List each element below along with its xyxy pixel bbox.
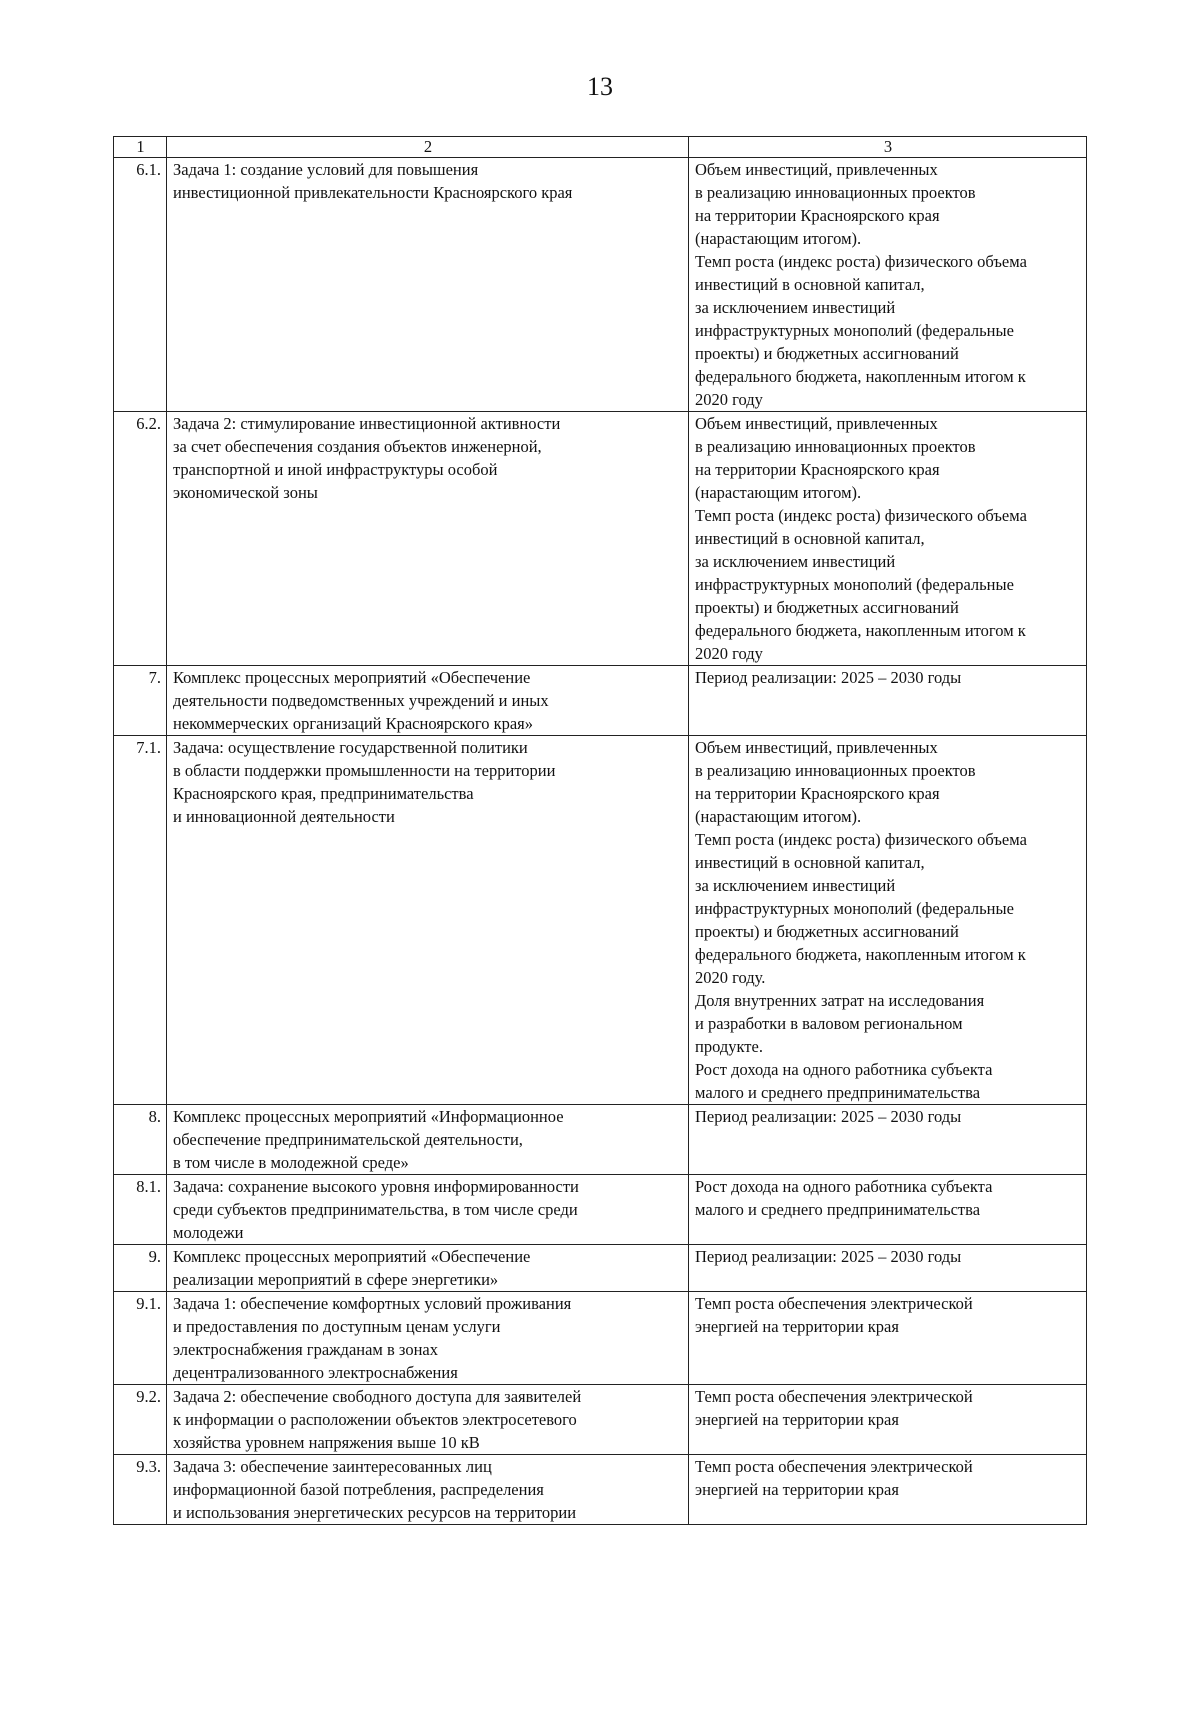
row-number: 8. bbox=[114, 1105, 167, 1175]
task-cell bbox=[167, 1292, 689, 1385]
table-row bbox=[114, 1292, 1087, 1385]
row-number: 9.3. bbox=[114, 1455, 167, 1525]
table-row bbox=[114, 736, 1087, 1105]
task-text-line: молодежи bbox=[173, 1223, 244, 1242]
indicator-text-line: Объем инвестиций, привлеченных bbox=[695, 414, 938, 433]
indicator-text-line: Рост дохода на одного работника субъекта bbox=[695, 1060, 993, 1079]
indicator-text-line: Темп роста (индекс роста) физического объема bbox=[695, 830, 1027, 849]
indicator-text-line: Темп роста обеспечения электрической bbox=[695, 1387, 973, 1406]
task-text-line: хозяйства уровнем напряжения выше 10 кВ bbox=[173, 1433, 480, 1452]
indicator-text-line: за исключением инвестиций bbox=[695, 298, 896, 317]
task-text-line: обеспечение предпринимательской деятельности, bbox=[173, 1130, 523, 1149]
task-text-line: Красноярского края, предпринимательства bbox=[173, 784, 474, 803]
task-text-line: Задача 3: обеспечение заинтересованных лиц bbox=[173, 1457, 492, 1476]
row-number: 8.1. bbox=[114, 1175, 167, 1245]
row-number: 7. bbox=[114, 666, 167, 736]
table-row bbox=[114, 1175, 1087, 1245]
indicator-text-line: энергией на территории края bbox=[695, 1480, 899, 1499]
table-header-row bbox=[114, 137, 1087, 158]
task-text-line: некоммерческих организаций Красноярского края» bbox=[173, 714, 534, 733]
task-text-line: в том числе в молодежной среде» bbox=[173, 1153, 409, 1172]
task-cell bbox=[167, 736, 689, 1105]
column-header-3: 3 bbox=[689, 137, 1087, 158]
task-text-line: экономической зоны bbox=[173, 483, 318, 502]
task-cell bbox=[167, 1105, 689, 1175]
task-text-line: за счет обеспечения создания объектов инженерной, bbox=[173, 437, 542, 456]
indicator-text-line: Темп роста (индекс роста) физического объема bbox=[695, 506, 1027, 525]
indicator-text-line: продукте. bbox=[695, 1037, 763, 1056]
task-text-line: Задача 2: стимулирование инвестиционной активности bbox=[173, 414, 561, 433]
indicator-text-line: проекты) и бюджетных ассигнований bbox=[695, 922, 959, 941]
indicator-text-line: инфраструктурных монополий (федеральные bbox=[695, 575, 1014, 594]
task-text-line: среди субъектов предпринимательства, в том числе среди bbox=[173, 1200, 578, 1219]
row-number: 6.1. bbox=[114, 158, 167, 412]
indicator-text-line: инфраструктурных монополий (федеральные bbox=[695, 899, 1014, 918]
indicator-text-line: Темп роста обеспечения электрической bbox=[695, 1294, 973, 1313]
row-number: 7.1. bbox=[114, 736, 167, 1105]
task-cell bbox=[167, 1245, 689, 1292]
indicator-cell bbox=[689, 1455, 1087, 1525]
indicator-text-line: Темп роста обеспечения электрической bbox=[695, 1457, 973, 1476]
task-text-line: инвестиционной привлекательности Красноярского края bbox=[173, 183, 573, 202]
task-text-line: реализации мероприятий в сфере энергетики» bbox=[173, 1270, 499, 1289]
indicator-text-line: малого и среднего предпринимательства bbox=[695, 1200, 981, 1219]
task-text-line: электроснабжения гражданам в зонах bbox=[173, 1340, 438, 1359]
task-text-line: децентрализованного электроснабжения bbox=[173, 1363, 458, 1382]
indicator-cell bbox=[689, 1105, 1087, 1175]
indicator-text-line: инвестиций в основной капитал, bbox=[695, 529, 925, 548]
task-cell bbox=[167, 1175, 689, 1245]
task-text-line: Задача 2: обеспечение свободного доступа для заявителей bbox=[173, 1387, 582, 1406]
table-row bbox=[114, 1105, 1087, 1175]
indicator-text-line: инвестиций в основной капитал, bbox=[695, 853, 925, 872]
indicator-cell bbox=[689, 1245, 1087, 1292]
task-cell bbox=[167, 666, 689, 736]
indicator-cell bbox=[689, 1292, 1087, 1385]
row-number: 9.2. bbox=[114, 1385, 167, 1455]
indicator-text-line: (нарастающим итогом). bbox=[695, 807, 862, 826]
indicator-text-line: инфраструктурных монополий (федеральные bbox=[695, 321, 1014, 340]
indicator-text-line: Рост дохода на одного работника субъекта bbox=[695, 1177, 993, 1196]
indicator-cell bbox=[689, 1175, 1087, 1245]
indicator-text-line: проекты) и бюджетных ассигнований bbox=[695, 344, 959, 363]
page-number: 13 bbox=[587, 72, 613, 101]
indicator-cell bbox=[689, 666, 1087, 736]
task-text-line: транспортной и иной инфраструктуры особой bbox=[173, 460, 498, 479]
indicator-text-line: 2020 году bbox=[695, 644, 763, 663]
indicator-text-line: федерального бюджета, накопленным итогом к bbox=[695, 621, 1026, 640]
task-cell bbox=[167, 1455, 689, 1525]
task-text-line: и использования энергетических ресурсов на территории bbox=[173, 1503, 577, 1522]
indicator-text-line: на территории Красноярского края bbox=[695, 460, 940, 479]
task-text-line: Комплекс процессных мероприятий «Обеспечение bbox=[173, 1247, 531, 1266]
indicator-cell bbox=[689, 736, 1087, 1105]
indicator-text-line: Период реализации: 2025 – 2030 годы bbox=[695, 1247, 962, 1266]
indicator-text-line: в реализацию инновационных проектов bbox=[695, 761, 976, 780]
task-text-line: Комплекс процессных мероприятий «Информационное bbox=[173, 1107, 564, 1126]
indicator-text-line: федерального бюджета, накопленным итогом к bbox=[695, 945, 1026, 964]
task-cell bbox=[167, 158, 689, 412]
indicator-text-line: (нарастающим итогом). bbox=[695, 483, 862, 502]
indicator-text-line: энергией на территории края bbox=[695, 1410, 899, 1429]
table-row bbox=[114, 412, 1087, 666]
table-body bbox=[114, 158, 1087, 1525]
task-text-line: и предоставления по доступным ценам услуги bbox=[173, 1317, 501, 1336]
program-table bbox=[113, 136, 1087, 1525]
indicator-text-line: малого и среднего предпринимательства bbox=[695, 1083, 981, 1102]
row-number: 9. bbox=[114, 1245, 167, 1292]
task-text-line: Задача: сохранение высокого уровня информированности bbox=[173, 1177, 579, 1196]
indicator-cell bbox=[689, 1385, 1087, 1455]
task-text-line: к информации о расположении объектов электросетевого bbox=[173, 1410, 577, 1429]
table-row bbox=[114, 1455, 1087, 1525]
indicator-text-line: Доля внутренних затрат на исследования bbox=[695, 991, 985, 1010]
indicator-text-line: проекты) и бюджетных ассигнований bbox=[695, 598, 959, 617]
indicator-text-line: Период реализации: 2025 – 2030 годы bbox=[695, 668, 962, 687]
indicator-text-line: (нарастающим итогом). bbox=[695, 229, 862, 248]
column-header-1: 1 bbox=[114, 137, 167, 158]
indicator-text-line: за исключением инвестиций bbox=[695, 876, 896, 895]
indicator-text-line: в реализацию инновационных проектов bbox=[695, 437, 976, 456]
task-text-line: деятельности подведомственных учреждений и иных bbox=[173, 691, 549, 710]
table-row bbox=[114, 1245, 1087, 1292]
indicator-text-line: 2020 году. bbox=[695, 968, 766, 987]
task-cell bbox=[167, 1385, 689, 1455]
task-text-line: и инновационной деятельности bbox=[173, 807, 395, 826]
indicator-text-line: за исключением инвестиций bbox=[695, 552, 896, 571]
task-text-line: Задача: осуществление государственной политики bbox=[173, 738, 528, 757]
indicator-text-line: Объем инвестиций, привлеченных bbox=[695, 160, 938, 179]
table-row bbox=[114, 1385, 1087, 1455]
indicator-text-line: на территории Красноярского края bbox=[695, 206, 940, 225]
indicator-cell bbox=[689, 412, 1087, 666]
indicator-text-line: Период реализации: 2025 – 2030 годы bbox=[695, 1107, 962, 1126]
task-cell bbox=[167, 412, 689, 666]
table-row bbox=[114, 158, 1087, 412]
row-number: 9.1. bbox=[114, 1292, 167, 1385]
indicator-text-line: в реализацию инновационных проектов bbox=[695, 183, 976, 202]
indicator-text-line: энергией на территории края bbox=[695, 1317, 899, 1336]
task-text-line: Задача 1: создание условий для повышения bbox=[173, 160, 479, 179]
indicator-text-line: Темп роста (индекс роста) физического объема bbox=[695, 252, 1027, 271]
indicator-text-line: на территории Красноярского края bbox=[695, 784, 940, 803]
indicator-text-line: 2020 году bbox=[695, 390, 763, 409]
task-text-line: Задача 1: обеспечение комфортных условий проживания bbox=[173, 1294, 572, 1313]
row-number: 6.2. bbox=[114, 412, 167, 666]
indicator-text-line: федерального бюджета, накопленным итогом к bbox=[695, 367, 1026, 386]
task-text-line: в области поддержки промышленности на территории bbox=[173, 761, 556, 780]
indicator-text-line: инвестиций в основной капитал, bbox=[695, 275, 925, 294]
table-row bbox=[114, 666, 1087, 736]
indicator-cell bbox=[689, 158, 1087, 412]
indicator-text-line: и разработки в валовом региональном bbox=[695, 1014, 963, 1033]
task-text-line: информационной базой потребления, распределения bbox=[173, 1480, 544, 1499]
column-header-2: 2 bbox=[167, 137, 689, 158]
task-text-line: Комплекс процессных мероприятий «Обеспечение bbox=[173, 668, 531, 687]
indicator-text-line: Объем инвестиций, привлеченных bbox=[695, 738, 938, 757]
